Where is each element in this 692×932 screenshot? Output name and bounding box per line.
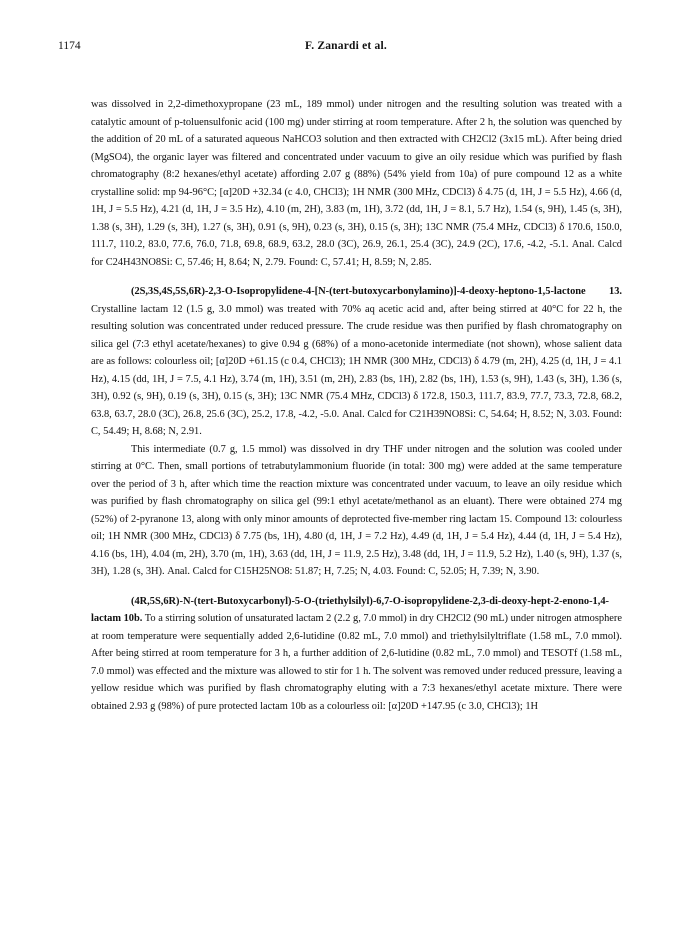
paragraph-text: Crystalline lactam 12 (1.5 g, 3.0 mmol) was treated with 70% aq acetic acid and, after being stirred at 40°C for 22 h, the resulting solution was concentrated under reduced pressure. The crude residue was then purified by flash chromatography on silica gel (7:3 ethyl acetate/hexanes) to give 0.94 g (68%) of a mono-acetonide intermediate (not shown), whose salient data are as follows: colourless oil; [α]20D +61.15 (c 0.4, CHCl3); 1H NMR (300 MHz, CDCl3) δ 4.79 (m, 2H), 4.25 (d, 1H, J = 4.1 Hz), 4.15 (dd, 1H, J = 7.5, 4.1 Hz), 3.74 (m, 1H), 3.51 (m, 2H), 2.83 (bs, 1H), 2.82 (bs, 1H), 1.53 (s, 9H), 1.43 (s, 3H), 1.36 (s, 3H), 0.92 (s, 9H), 0.19 (s, 3H), 0.15 (s, 3H); 13C NMR (75.4 MHz, CDCl3) δ 172.8, 150.3, 111.7, 83.9, 77.7, 73.3, 72.8, 68.2, 63.8, 63.7, 28.0 (3C), 26.8, 25.6 (3C), 25.2, 17.8, -4.2, -5.0. Anal. Calcd for C21H39NO8Si: C, 54.64; H, 8.52; N, 3.03. Found: C, 54.49; H, 8.68; N, 2.91. (91, 303, 622, 437)
paragraph-text: This intermediate (0.7 g, 1.5 mmol) was dissolved in dry THF under nitrogen and the solution was cooled under stirring at 0°C. Then, small portions of tetrabutylammonium fluoride (in total: 300 mg) were added at the same temperature over the period of 3 h, after which time the reaction mixture was concentrated under vacuum, to leave an oily residue which was purified by flash chromatography on silica gel (99:1 ethyl acetate/methanol as an eluant). There were obtained 274 mg (52%) of 2-pyranone 13, along with only minor amounts of deprotected five-member ring lactam 15. Compound 13: colourless oil; 1H NMR (300 MHz, CDCl3) δ 7.75 (bs, 1H), 4.80 (d, 1H, J = 7.2 Hz), 4.49 (d, 1H, J = 5.4 Hz), 4.44 (d, 1H, J = 5.4 Hz), 4.16 (bs, 1H), 4.04 (m, 2H), 3.70 (m, 1H), 3.63 (dd, 1H, J = 11.9, 2.5 Hz), 3.48 (dd, 1H, J = 11.9, 5.2 Hz), 1.40 (s, 9H), 1.37 (s, 3H), 1.28 (s, 3H). Anal. Calcd for C15H25NO8: 51.87; H, 7.25; N, 4.03. Found: C, 52.05; H, 7.39; N, 3.90. (91, 443, 622, 577)
page-header (58, 40, 634, 58)
paragraph-text: was dissolved in 2,2-dimethoxypropane (23 mL, 189 mmol) under nitrogen and the resulting solution was treated with a catalytic amount of p-toluensulfonic acid (100 mg) under stirring at room temperature. After 2 h, the solution was quenched by the addition of 20 mL of a saturated aqueous NaHCO3 solution and then extracted with CH2Cl2 (3x15 mL). After being dried (MgSO4), the organic layer was filtered and concentrated under vacuum to give an oily residue which was purified by flash chromatography (8:2 hexanes/ethyl acetate) affording 2.07 g (88%) (54% yield from 10a) of pure compound 12 as a white crystalline solid: mp 94-96°C; [α]20D +32.34 (c 4.0, CHCl3); 1H NMR (300 MHz, CDCl3) δ 4.75 (d, 1H, J = 5.5 Hz), 4.66 (d, 1H, J = 5.5 Hz), 4.21 (d, 1H, J = 3.5 Hz), 4.10 (m, 2H), 3.83 (m, 1H), 3.72 (dd, 1H, J = 8.1, 5.7 Hz), 1.54 (s, 9H), 1.45 (s, 3H), 1.38 (s, 3H), 1.29 (s, 3H), 1.27 (s, 3H), 0.91 (s, 9H), 0.23 (s, 3H), 0.15 (s, 3H); 13C NMR (75.4 MHz, CDCl3) δ 170.6, 150.0, 111.7, 110.2, 83.0, 77.6, 76.0, 71.8, 69.8, 68.9, 63.2, 28.0 (3C), 26.9, 26.1, 25.4 (3C), 24.9 (2C), 17.6, -4.2, -5.1. Anal. Calcd for C24H43NO8Si: C, 57.46; H, 8.64; N, 2.79. Found: C, 57.41; H, 8.59; N, 2.85. (91, 99, 622, 268)
paragraph-intermediate-deprotection (91, 441, 622, 581)
paragraph-text: To a stirring solution of unsaturated lactam 2 (2.2 g, 7.0 mmol) in dry CH2Cl2 (90 mL) under nitrogen atmosphere at room temperature were sequentially added 2,6-lutidine (0.82 mL, 7.0 mmol) and triethylsilyltriflate (1.58 mL, 7.0 mmol). After being stirred at room temperature for 3 h, a further addition of 2,6-lutidine (0.82 mL, 7.0 mmol) and TESOTf (1.58 mL, 7.0 mmol) was effected and the mixture was allowed to stir for 1 h. The solvent was removed under reduced pressure, leaving a yellow residue which was purified by flash chromatography eluting with a 7:3 hexanes/ethyl acetate mixture. There were obtained 2.93 g (98%) of pure protected lactam 10b as a colourless oil: [α]20D +147.95 (c 3.0, CHCl3); 1H (91, 613, 622, 712)
page-number: 1174 (58, 40, 81, 52)
paragraph-compound-10b-procedure (91, 593, 622, 716)
compound-heading: (2S,3S,4S,5S,6R)-2,3-O-Isopropylidene-4-[N-(tert-butoxycarbonylamino)]-4-deoxy-heptono-1,5-lactone 13. (131, 286, 622, 297)
running-head: F. Zanardi et al. (305, 40, 387, 52)
compound-heading: (4R,5S,6R)-N-(tert-Butoxycarbonyl)-5-O-(triethylsilyl)-6,7-O-isopropylidene-2,3-di-deoxy-hept-2-enono-1,4-lactam 10b. (91, 595, 610, 624)
article-body (91, 96, 622, 715)
paragraph-compound-13-procedure (91, 283, 622, 441)
paragraph-compound-12-data (91, 96, 622, 271)
